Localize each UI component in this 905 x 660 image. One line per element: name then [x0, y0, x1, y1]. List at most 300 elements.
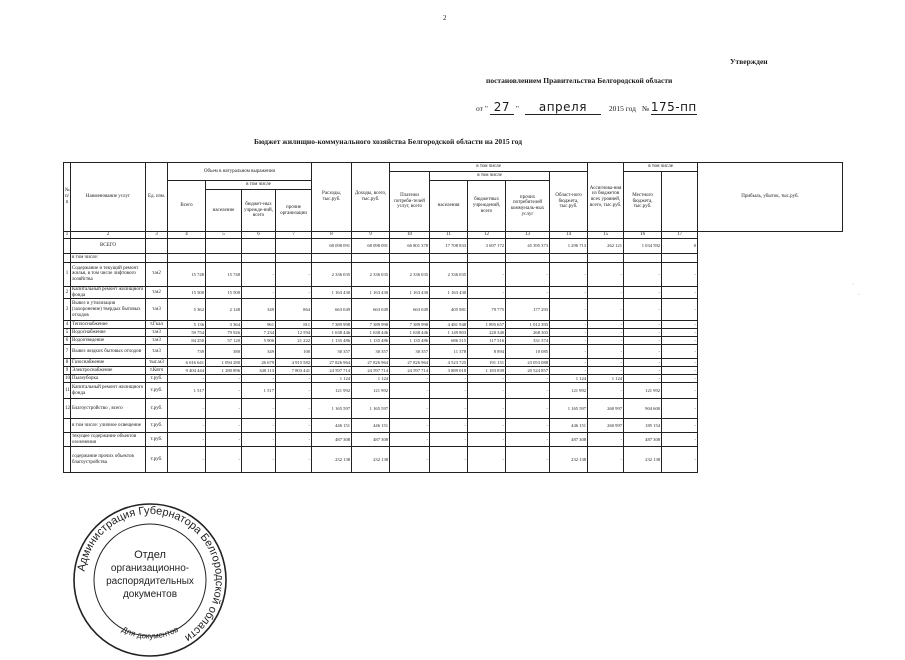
row-number: 1 — [64, 262, 71, 286]
col-other2-header: прочих потребителей коммуналь-ных услуг — [506, 181, 550, 232]
row-service-name: Капитальный ремонт жилищного фонда — [71, 383, 146, 399]
row-value: - — [588, 447, 624, 473]
row-value: - — [588, 359, 624, 367]
row-value: - — [662, 299, 698, 321]
table-row — [64, 375, 843, 383]
col-budget-inst-header: бюджет-ных учрежде-ний, всего — [242, 190, 276, 232]
row-value: 1 183 839 — [468, 367, 506, 375]
row-value: - — [624, 367, 662, 375]
row-value: 24 597 714 — [352, 367, 390, 375]
total-cell: 1 296 713 — [550, 238, 588, 253]
row-value: 1 517 — [168, 383, 206, 399]
row-value: 232 138 — [312, 447, 352, 473]
row-number: 2 — [64, 286, 71, 299]
row-value: - — [624, 375, 662, 383]
row-value: 15 500 — [168, 286, 206, 299]
row-unit: т.м3 — [146, 329, 168, 337]
column-number: 13 — [506, 232, 550, 239]
row-value: - — [242, 286, 276, 299]
row-value: 1 124 — [352, 375, 390, 383]
row-value: 1 638 446 — [312, 329, 352, 337]
row-value: - — [662, 359, 698, 367]
row-value: - — [168, 375, 206, 383]
total-cell: 66 801 378 — [390, 238, 430, 253]
row-value: 100 — [276, 345, 312, 359]
row-value: - — [550, 329, 588, 337]
row-value: - — [468, 262, 506, 286]
table-row — [64, 329, 843, 337]
row-service-name: Теплоснабжение — [71, 321, 146, 329]
row-value: 1 135 486 — [312, 337, 352, 345]
row-value: - — [588, 299, 624, 321]
row-unit: т.м3 — [146, 299, 168, 321]
row-value: - — [506, 433, 550, 447]
row-value: 15 748 — [206, 262, 242, 286]
col-service-header: Наименование услуг — [71, 163, 146, 232]
row-value: 349 — [242, 299, 276, 321]
table-row — [64, 321, 843, 329]
row-service-name: содержание прочих объектов благоустройства — [71, 447, 146, 473]
row-value: - — [506, 383, 550, 399]
row-value: 1 638 446 — [390, 329, 430, 337]
row-value: 2 336 035 — [352, 262, 390, 286]
col-unit-header: Ед. изм. — [146, 163, 168, 232]
row-value: 260 997 — [588, 399, 624, 419]
row-value: 1 094 280 — [206, 359, 242, 367]
column-number: 2 — [71, 232, 146, 239]
row-value: - — [276, 447, 312, 473]
row-value: - — [168, 433, 206, 447]
row-value: 1 135 486 — [352, 337, 390, 345]
row-value: 2 148 — [206, 299, 242, 321]
row-value: - — [468, 399, 506, 419]
row-number: 12 — [64, 399, 71, 419]
row-value: 340 113 — [242, 367, 276, 375]
row-value: - — [588, 433, 624, 447]
row-value: 1 280 896 — [206, 367, 242, 375]
row-value: - — [506, 399, 550, 419]
row-value: 26 679 — [242, 359, 276, 367]
row-value: - — [662, 375, 698, 383]
row-service-name: Водоотведение — [71, 337, 146, 345]
row-value: 904 600 — [624, 399, 662, 419]
row-value: - — [276, 383, 312, 399]
row-value: 1 124 — [312, 375, 352, 383]
row-value: - — [276, 375, 312, 383]
row-value: 79 775 — [468, 299, 506, 321]
row-value: - — [624, 299, 662, 321]
row-value: 30 357 — [390, 345, 430, 359]
stamp-outer-text: Администрация Губернатора Белгородской области — [75, 504, 226, 644]
row-value: 739 — [168, 345, 206, 359]
row-value: 4 915 582 — [276, 359, 312, 367]
row-value: - — [168, 399, 206, 419]
date-day: 27 — [490, 100, 514, 115]
table-row — [64, 399, 843, 419]
row-value: - — [550, 286, 588, 299]
row-value: 1 163 430 — [430, 286, 468, 299]
total-cell: 1 034 592 — [624, 238, 662, 253]
row-value: 663 049 — [352, 299, 390, 321]
row-value: - — [662, 329, 698, 337]
col-pop2-header: населения — [430, 181, 468, 232]
row-value: 24 597 714 — [312, 367, 352, 375]
row-value: 1 149 803 — [430, 329, 468, 337]
table-row — [64, 447, 843, 473]
total-cell: 68 098 091 — [312, 238, 352, 253]
row-number: 10 — [65, 375, 70, 381]
row-value: - — [390, 447, 430, 473]
column-number: 4 — [168, 232, 206, 239]
margin-mark: · — [858, 292, 860, 298]
row-value: 27 826 964 — [352, 359, 390, 367]
row-value: 260 997 — [588, 419, 624, 433]
column-number: 12 — [468, 232, 506, 239]
row-unit: т.м3 — [146, 345, 168, 359]
row-unit: т.м2 — [146, 286, 168, 299]
row-value: - — [276, 419, 312, 433]
column-number: 15 — [588, 232, 624, 239]
col-income-header: Доходы, всего, тыс.руб. — [352, 163, 390, 232]
row-value: 10 085 — [506, 345, 550, 359]
row-value: - — [506, 262, 550, 286]
row-value: - — [624, 337, 662, 345]
row-value: 487 308 — [550, 433, 588, 447]
row-value: 7 389 998 — [352, 321, 390, 329]
row-value: 30 357 — [312, 345, 352, 359]
row-value: - — [242, 433, 276, 447]
row-value: - — [206, 447, 242, 473]
row-value: - — [624, 262, 662, 286]
row-value: - — [550, 299, 588, 321]
row-value: - — [662, 337, 698, 345]
row-value: 12 594 — [276, 329, 312, 337]
column-number: 1 — [64, 232, 71, 239]
total-cell: 17 708 833 — [430, 238, 468, 253]
col-volume-header: Объем в натуральном выражении — [168, 163, 312, 181]
row-value: 7 389 998 — [390, 321, 430, 329]
row-value: 663 049 — [390, 299, 430, 321]
stamp-line-1: Отдел — [134, 549, 166, 561]
total-cell — [276, 238, 312, 253]
row-number: 5 — [64, 329, 71, 337]
row-value: 1 638 446 — [352, 329, 390, 337]
row-value: 117 516 — [468, 337, 506, 345]
column-number: 9 — [352, 232, 390, 239]
row-value: - — [206, 433, 242, 447]
row-value: - — [276, 399, 312, 419]
row-value: 27 826 964 — [312, 359, 352, 367]
col-assign-header: Ассигнова-ния из бюджетов всех уровней, всего, тыс.руб. — [588, 163, 624, 232]
row-value: 1 163 430 — [312, 286, 352, 299]
column-numbers-row — [64, 232, 843, 239]
row-value: - — [242, 447, 276, 473]
total-cell — [168, 238, 206, 253]
row-value: - — [168, 419, 206, 433]
row-value: - — [588, 367, 624, 375]
row-value: 232 138 — [624, 447, 662, 473]
row-value: 446 151 — [550, 419, 588, 433]
row-value: - — [206, 383, 242, 399]
table-row — [64, 262, 843, 286]
row-value: 8 894 — [468, 345, 506, 359]
row-value: - — [588, 345, 624, 359]
row-value: 232 138 — [352, 447, 390, 473]
date-line: от " 27 " апреля 2015 год № 175-пп — [476, 100, 697, 114]
row-service-name: в том числе: уличное освещение — [71, 419, 146, 433]
row-value: - — [550, 262, 588, 286]
row-value: 232 138 — [550, 447, 588, 473]
row-unit: т.руб. — [146, 375, 168, 383]
row-value: 1 895 657 — [468, 321, 506, 329]
row-value: 79 926 — [206, 329, 242, 337]
column-number: 10 — [390, 232, 430, 239]
row-value: - — [506, 286, 550, 299]
row-unit: т.м2 — [146, 262, 168, 286]
row-value: - — [242, 375, 276, 383]
stamp-bottom-text: Для документов — [120, 624, 180, 641]
row-value: - — [506, 375, 550, 383]
row-value: 2 336 035 — [430, 262, 468, 286]
row-value: - — [206, 375, 242, 383]
row-unit: тыс.м3 — [146, 359, 168, 367]
row-value: 121 992 — [352, 383, 390, 399]
date-year: 2015 год — [608, 104, 636, 113]
row-value: - — [624, 359, 662, 367]
row-value: - — [430, 399, 468, 419]
row-value: 20 524 857 — [506, 367, 550, 375]
row-service-name: Пылеуборка — [71, 375, 146, 383]
row-value: 1 163 430 — [352, 286, 390, 299]
row-value: - — [662, 321, 698, 329]
row-service-name: Газоснабжение — [71, 359, 146, 367]
row-number: 7 — [64, 345, 71, 359]
row-value: 21 222 — [276, 337, 312, 345]
column-number: 8 — [312, 232, 352, 239]
row-value: 380 — [206, 345, 242, 359]
table-row — [64, 286, 843, 299]
total-cell: 68 098 091 — [352, 238, 390, 253]
col-num-header: № п/п — [64, 163, 71, 232]
total-cell — [242, 238, 276, 253]
row-number: 9 — [64, 367, 71, 375]
incl-row — [64, 253, 843, 262]
row-unit: т.Квтч — [146, 367, 168, 375]
col-population-header: население — [206, 190, 242, 232]
row-service-name: Благоустройство , всего — [71, 399, 146, 419]
row-value: 5 362 — [168, 299, 206, 321]
row-value: 487 308 — [352, 433, 390, 447]
column-number: 16 — [624, 232, 662, 239]
row-service-name: текущее содержание объектов озеленения — [71, 433, 146, 447]
col-budget2-header: бюджетных учреждений, всего — [468, 181, 506, 232]
row-value: 961 — [242, 321, 276, 329]
row-value: 6 016 641 — [168, 359, 206, 367]
row-value: 11 378 — [430, 345, 468, 359]
row-value: - — [662, 447, 698, 473]
row-value: - — [468, 383, 506, 399]
row-value: - — [276, 433, 312, 447]
col-regional-header: Област-ного бюджета, тыс.руб. — [550, 172, 588, 232]
column-number: 11 — [430, 232, 468, 239]
row-value: - — [390, 375, 430, 383]
col-local-header: Местного бюджета, тыс.руб. — [624, 172, 662, 232]
row-service-name: Вывоз жидких бытовых отходов — [71, 345, 146, 359]
row-value: - — [662, 399, 698, 419]
row-value: - — [506, 419, 550, 433]
row-value: 191 151 — [468, 359, 506, 367]
number-prefix: № — [641, 104, 649, 113]
row-value: 811 — [276, 321, 312, 329]
row-value: 487 308 — [312, 433, 352, 447]
row-value: - — [276, 286, 312, 299]
col-payments-header: Платежи потреби-телей услуг, всего — [390, 172, 430, 232]
row-number: 3 — [64, 299, 71, 321]
row-value: - — [468, 447, 506, 473]
table-row — [64, 359, 843, 367]
row-unit: т.руб. — [146, 399, 168, 419]
row-value: 3 889 018 — [430, 367, 468, 375]
row-value: - — [390, 433, 430, 447]
row-value: - — [662, 367, 698, 375]
row-value: 7 234 — [242, 329, 276, 337]
row-value: - — [624, 345, 662, 359]
row-value: - — [662, 286, 698, 299]
row-number: 6 — [64, 337, 71, 345]
row-value: 185 154 — [624, 419, 662, 433]
row-value: - — [588, 321, 624, 329]
row-value: 4 481 948 — [430, 321, 468, 329]
row-value: 84 250 — [168, 337, 206, 345]
row-value: 59 754 — [168, 329, 206, 337]
row-value: - — [588, 329, 624, 337]
row-unit: т.руб. — [146, 383, 168, 399]
stamp-line-2: организационно- — [110, 563, 190, 574]
row-value: - — [206, 419, 242, 433]
row-value: - — [168, 447, 206, 473]
row-value: - — [242, 262, 276, 286]
table-row — [64, 337, 843, 345]
table-row — [64, 367, 843, 375]
row-value: 1 163 430 — [390, 286, 430, 299]
row-value: - — [506, 447, 550, 473]
row-number: 8 — [64, 359, 71, 367]
row-value: 331 374 — [506, 337, 550, 345]
row-value: 3 364 — [206, 321, 242, 329]
row-unit: т.руб. — [146, 447, 168, 473]
budget-table — [63, 162, 843, 473]
row-value: 121 992 — [550, 383, 588, 399]
row-value: 121 992 — [312, 383, 352, 399]
row-number: 11 — [64, 383, 71, 399]
table-row — [64, 433, 843, 447]
column-number: 17 — [662, 232, 698, 239]
row-value: 5 906 — [242, 337, 276, 345]
row-value: 23 053 088 — [506, 359, 550, 367]
row-value: 220 340 — [468, 329, 506, 337]
row-value: - — [430, 419, 468, 433]
row-value: - — [550, 367, 588, 375]
row-value: 1 135 486 — [390, 337, 430, 345]
row-value: - — [550, 345, 588, 359]
row-value: 1 165 597 — [312, 399, 352, 419]
table-row — [64, 419, 843, 433]
table-row — [64, 299, 843, 321]
row-unit: т.Гкал — [146, 321, 168, 329]
row-service-name: Капитальный ремонт жилищного фонда — [71, 286, 146, 299]
row-service-name: Вывоз и утилизация (захоронение) твердых бытовых отходов — [71, 299, 146, 321]
page-dot: 2 — [443, 14, 447, 22]
row-value: 9 404 444 — [168, 367, 206, 375]
row-value: 177 293 — [506, 299, 550, 321]
column-number: 7 — [276, 232, 312, 239]
row-number — [64, 433, 71, 447]
row-value: - — [550, 321, 588, 329]
decree-number: 175-пп — [650, 100, 697, 114]
row-value: 487 308 — [624, 433, 662, 447]
row-value: - — [662, 433, 698, 447]
row-value: - — [390, 383, 430, 399]
incl-label: в том числе: — [71, 253, 146, 262]
row-value: - — [468, 419, 506, 433]
row-value: - — [550, 337, 588, 345]
row-value: 2 336 035 — [390, 262, 430, 286]
row-value: 1 165 597 — [550, 399, 588, 419]
margin-mark: · — [852, 282, 854, 288]
row-unit: т.руб. — [146, 419, 168, 433]
row-value: - — [430, 447, 468, 473]
col-profit-header: Прибыль, убыток, тыс.руб. — [698, 163, 843, 232]
row-value: 27 826 964 — [390, 359, 430, 367]
table-row — [64, 345, 843, 359]
row-service-name: Содержание и текущий ремонт жилья, в том числе лифтового хозяйства — [71, 262, 146, 286]
col-other-org-header: прочие организации — [276, 190, 312, 232]
total-cell: 45 395 373 — [506, 238, 550, 253]
row-number: 4 — [64, 321, 71, 329]
column-number: 14 — [550, 232, 588, 239]
decree-label: постановлением Правительства Белгородской области — [486, 76, 673, 85]
row-value: - — [242, 419, 276, 433]
col-incl1-header: в том числе — [206, 181, 312, 190]
col-incl2-header: в том числе — [390, 163, 588, 172]
row-value: - — [624, 321, 662, 329]
row-value: 1 124 — [588, 375, 624, 383]
col-incl3-header: в том числе — [430, 172, 550, 181]
row-value: - — [276, 262, 312, 286]
column-number: 6 — [242, 232, 276, 239]
row-service-name: Водоснабжение — [71, 329, 146, 337]
row-unit: т.руб. — [146, 433, 168, 447]
row-value: 864 — [276, 299, 312, 321]
row-value: 446 151 — [312, 419, 352, 433]
row-value: 15 748 — [168, 262, 206, 286]
row-value: - — [662, 345, 698, 359]
table-row — [64, 383, 843, 399]
row-value: - — [468, 375, 506, 383]
date-month: апреля — [525, 100, 601, 115]
row-value: - — [430, 433, 468, 447]
row-value: 57 120 — [206, 337, 242, 345]
row-value: 15 500 — [206, 286, 242, 299]
row-unit: т.м3 — [146, 337, 168, 345]
row-value: 121 992 — [624, 383, 662, 399]
row-value: 349 — [242, 345, 276, 359]
row-value: - — [242, 399, 276, 419]
row-value: - — [430, 375, 468, 383]
column-number: 3 — [146, 232, 168, 239]
col-expenses-header: Расходы, тыс.руб. — [312, 163, 352, 232]
row-value: - — [468, 433, 506, 447]
